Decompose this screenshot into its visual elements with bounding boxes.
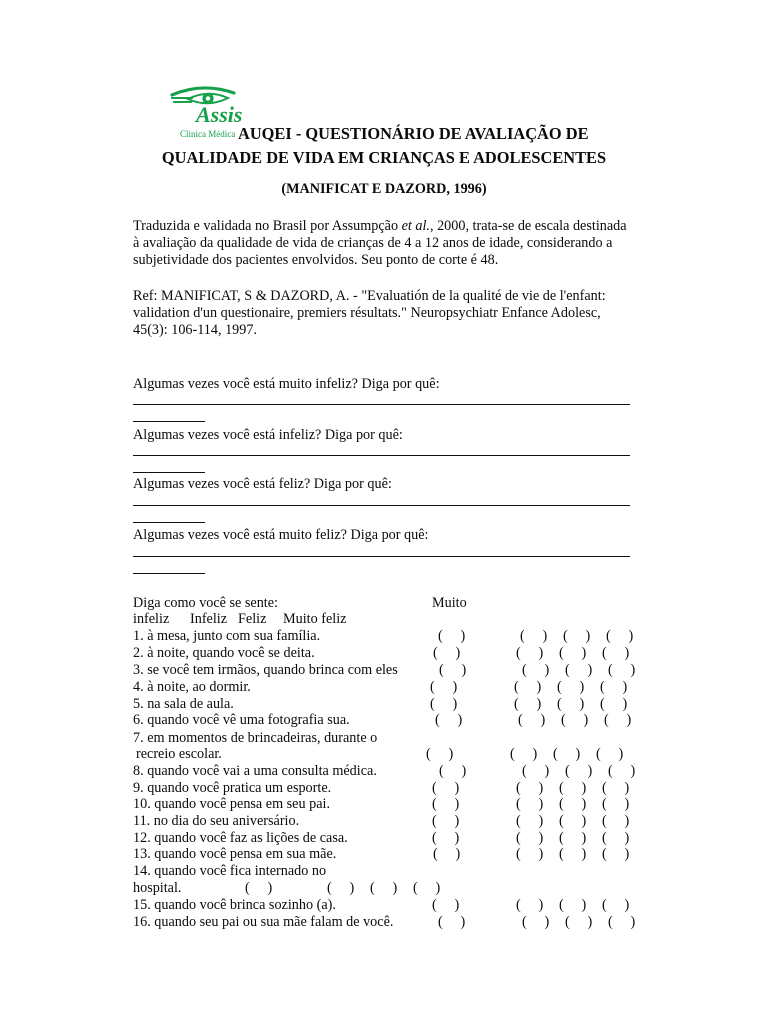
logo-name: Assis xyxy=(196,102,243,127)
answer-line xyxy=(133,505,630,506)
option-muito-feliz: ( ) xyxy=(602,813,630,829)
answer-line xyxy=(133,573,205,574)
item-label: 3. se você tem irmãos, quando brinca com eles xyxy=(133,662,398,678)
option-infeliz: ( ) xyxy=(516,645,544,661)
item-label: 16. quando seu pai ou sua mãe falam de você. xyxy=(133,914,394,930)
option-infeliz: ( ) xyxy=(522,763,550,779)
answer-line xyxy=(133,522,205,523)
option-feliz: ( ) xyxy=(553,746,581,762)
item-label: 5. na sala de aula. xyxy=(133,696,234,712)
open-question: Algumas vezes você está infeliz? Diga por quê: xyxy=(133,427,403,443)
option-feliz: ( ) xyxy=(559,813,587,829)
option-muito-feliz: ( ) xyxy=(602,830,630,846)
item-label: 15. quando você brinca sozinho (a). xyxy=(133,897,336,913)
option-muito-infeliz: ( ) xyxy=(438,914,466,930)
option-muito-feliz: ( ) xyxy=(602,780,630,796)
item-label: 1. à mesa, junto com sua família. xyxy=(133,628,321,644)
option-muito-infeliz: ( ) xyxy=(432,830,460,846)
option-muito-infeliz: ( ) xyxy=(245,880,273,896)
option-infeliz: ( ) xyxy=(514,679,542,695)
option-infeliz: ( ) xyxy=(522,914,550,930)
intro-text: , 2000, trata-se de escala destinada xyxy=(429,218,627,234)
open-question: Algumas vezes você está feliz? Diga por quê: xyxy=(133,476,392,492)
intro-line: subjetividade dos pacientes envolvidos. Seu ponto de corte é 48. xyxy=(133,252,499,268)
option-feliz: ( ) xyxy=(565,763,593,779)
option-feliz: ( ) xyxy=(370,880,398,896)
intro-text: Traduzida e validada no Brasil por Assumpção xyxy=(133,218,402,234)
scale-header-muito-feliz: Muito feliz xyxy=(283,611,347,627)
option-feliz: ( ) xyxy=(559,897,587,913)
item-label: 11. no dia do seu aniversário. xyxy=(133,813,300,829)
option-muito-feliz: ( ) xyxy=(600,696,628,712)
option-muito-infeliz: ( ) xyxy=(432,780,460,796)
option-feliz: ( ) xyxy=(559,645,587,661)
option-infeliz: ( ) xyxy=(516,780,544,796)
reference-line: 45(3): 106-114, 1997. xyxy=(133,322,257,338)
item-label: 7. em momentos de brincadeiras, durante o xyxy=(133,730,378,746)
option-muito-infeliz: ( ) xyxy=(439,662,467,678)
open-question: Algumas vezes você está muito infeliz? Diga por quê: xyxy=(133,376,440,392)
option-muito-feliz: ( ) xyxy=(602,796,630,812)
item-label-continuation: recreio escolar. xyxy=(136,746,222,762)
option-feliz: ( ) xyxy=(561,712,589,728)
option-muito-infeliz: ( ) xyxy=(432,796,460,812)
option-infeliz: ( ) xyxy=(516,846,544,862)
option-muito-infeliz: ( ) xyxy=(430,679,458,695)
option-infeliz: ( ) xyxy=(516,813,544,829)
option-infeliz: ( ) xyxy=(516,830,544,846)
item-label: 8. quando você vai a uma consulta médica. xyxy=(133,763,377,779)
item-label: 12. quando você faz as lições de casa. xyxy=(133,830,348,846)
reference-line: validation d'un questionaire, premiers résultats." Neuropsychiatr Enfance Adolesc, xyxy=(133,305,601,321)
item-label: 4. à noite, ao dormir. xyxy=(133,679,251,695)
option-muito-infeliz: ( ) xyxy=(432,897,460,913)
scale-header-muito-infeliz: infeliz xyxy=(133,611,170,627)
option-muito-feliz: ( ) xyxy=(604,712,632,728)
answer-line xyxy=(133,472,205,473)
item-label: 6. quando você vê uma fotografia sua. xyxy=(133,712,350,728)
title-line-1: AUQEI - QUESTIONÁRIO DE AVALIAÇÃO DE xyxy=(238,124,589,143)
intro-line: à avaliação da qualidade de vida de crianças de 4 a 12 anos de idade, considerando a xyxy=(133,235,613,251)
option-muito-feliz: ( ) xyxy=(606,628,634,644)
title-line-2: QUALIDADE DE VIDA EM CRIANÇAS E ADOLESCENTES xyxy=(161,148,607,167)
option-muito-feliz: ( ) xyxy=(608,662,636,678)
option-feliz: ( ) xyxy=(557,696,585,712)
option-muito-feliz: ( ) xyxy=(602,846,630,862)
option-infeliz: ( ) xyxy=(520,628,548,644)
scale-prompt: Diga como você se sente: xyxy=(133,595,278,611)
title-citation: (MANIFICAT E DAZORD, 1996) xyxy=(281,181,487,197)
eye-icon xyxy=(166,84,246,142)
option-muito-infeliz: ( ) xyxy=(432,813,460,829)
item-label: 9. quando você pratica um esporte. xyxy=(133,780,332,796)
answer-line xyxy=(133,556,630,557)
logo-subtitle: Clinica Médica xyxy=(180,129,236,139)
option-muito-infeliz: ( ) xyxy=(438,628,466,644)
option-muito-feliz: ( ) xyxy=(602,645,630,661)
option-feliz: ( ) xyxy=(559,830,587,846)
option-feliz: ( ) xyxy=(563,628,591,644)
option-feliz: ( ) xyxy=(565,662,593,678)
answer-line xyxy=(133,404,630,405)
option-muito-infeliz: ( ) xyxy=(433,645,461,661)
option-muito-infeliz: ( ) xyxy=(430,696,458,712)
option-muito-feliz: ( ) xyxy=(600,679,628,695)
option-muito-infeliz: ( ) xyxy=(433,846,461,862)
option-infeliz: ( ) xyxy=(516,796,544,812)
intro-line xyxy=(133,218,627,235)
item-label: 2. à noite, quando você se deita. xyxy=(133,645,315,661)
option-muito-feliz: ( ) xyxy=(608,763,636,779)
option-feliz: ( ) xyxy=(559,780,587,796)
item-label: 14. quando você fica internado no xyxy=(133,863,327,879)
option-muito-feliz: ( ) xyxy=(413,880,441,896)
item-label: 10. quando você pensa em seu pai. xyxy=(133,796,330,812)
option-muito-feliz: ( ) xyxy=(608,914,636,930)
option-infeliz: ( ) xyxy=(327,880,355,896)
answer-line xyxy=(133,421,205,422)
option-feliz: ( ) xyxy=(565,914,593,930)
scale-header-infeliz: Infeliz xyxy=(190,611,228,627)
option-feliz: ( ) xyxy=(559,796,587,812)
item-label-continuation: hospital. xyxy=(133,880,182,896)
item-label: 13. quando você pensa em sua mãe. xyxy=(133,846,337,862)
option-muito-feliz: ( ) xyxy=(602,897,630,913)
option-muito-infeliz: ( ) xyxy=(439,763,467,779)
intro-et-al: et al. xyxy=(401,218,430,234)
open-question: Algumas vezes você está muito feliz? Diga por quê: xyxy=(133,527,429,543)
option-feliz: ( ) xyxy=(559,846,587,862)
scale-header-feliz: Feliz xyxy=(238,611,267,627)
option-muito-infeliz: ( ) xyxy=(426,746,454,762)
reference-line: Ref: MANIFICAT, S & DAZORD, A. - "Evaluatión de la qualité de vie de l'enfant: xyxy=(133,288,606,304)
scale-header-muito-infeliz-top: Muito xyxy=(432,595,467,611)
option-muito-feliz: ( ) xyxy=(596,746,624,762)
option-infeliz: ( ) xyxy=(510,746,538,762)
option-infeliz: ( ) xyxy=(514,696,542,712)
option-infeliz: ( ) xyxy=(518,712,546,728)
option-infeliz: ( ) xyxy=(522,662,550,678)
option-infeliz: ( ) xyxy=(516,897,544,913)
option-feliz: ( ) xyxy=(557,679,585,695)
option-muito-infeliz: ( ) xyxy=(435,712,463,728)
answer-line xyxy=(133,455,630,456)
clinic-logo xyxy=(166,84,246,142)
